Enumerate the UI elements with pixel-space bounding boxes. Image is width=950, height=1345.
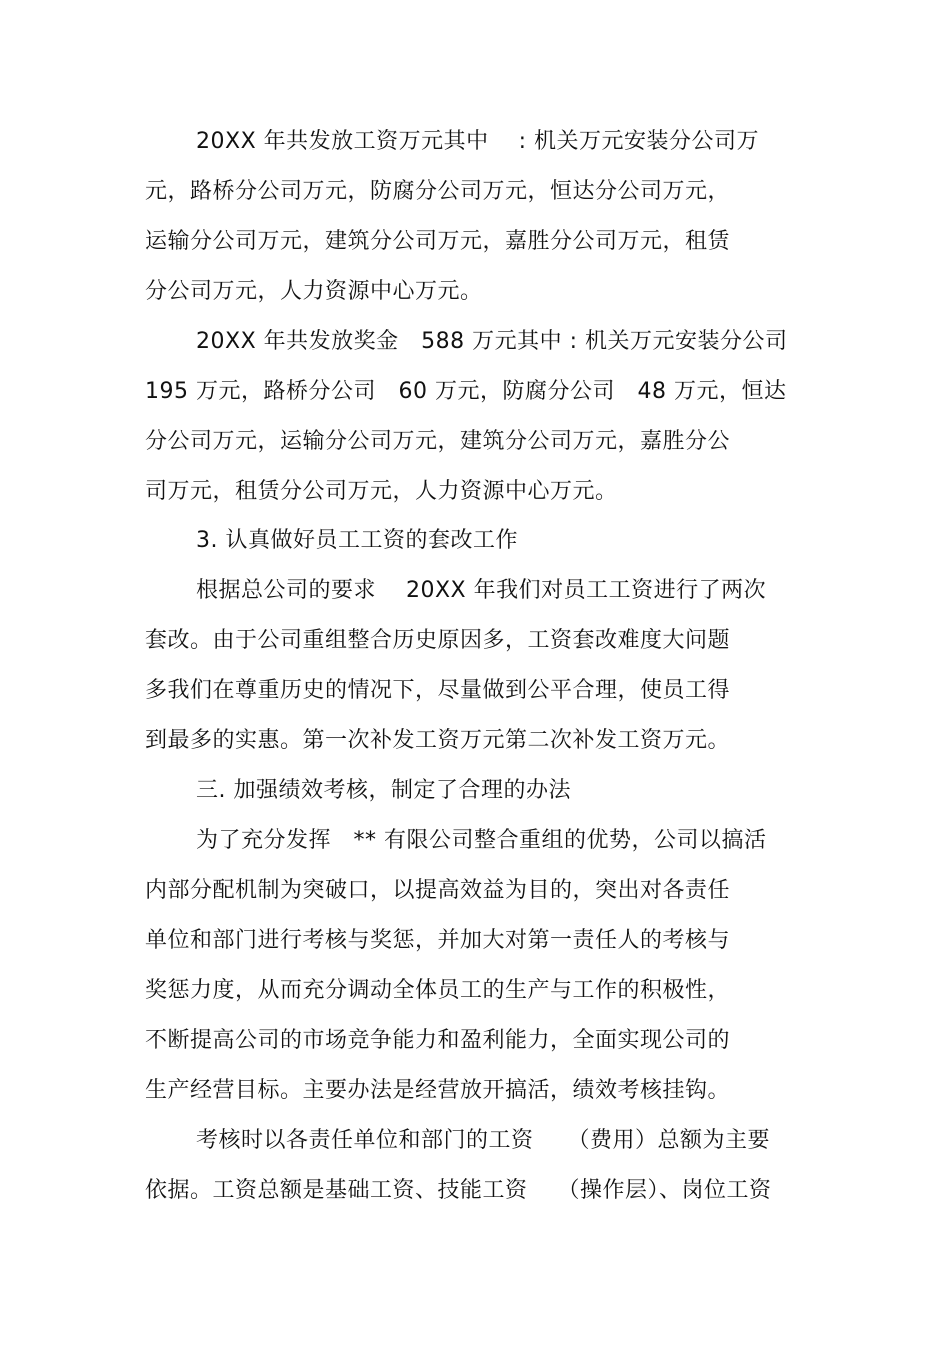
paragraph-4-line-5: 不断提高公司的市场竞争能力和盈利能力，全面实现公司的 <box>145 1028 731 1053</box>
paragraph-3-line-2: 套改。由于公司重组整合历史原因多，工资套改难度大问题 <box>145 628 731 653</box>
section-heading-three: 三. 加强绩效考核，制定了合理的办法 <box>196 778 571 803</box>
paragraph-3-line-3: 多我们在尊重历史的情况下，尽量做到公平合理，使员工得 <box>145 678 731 703</box>
paragraph-5-line-1: 考核时以各责任单位和部门的工资 （费用）总额为主要 <box>196 1128 771 1153</box>
paragraph-1-line-1: 20XX 年共发放工资万元其中 : 机关万元安装分公司万 <box>196 129 760 154</box>
paragraph-3-line-4: 到最多的实惠。第一次补发工资万元第二次补发工资万元。 <box>145 728 731 753</box>
paragraph-3-line-1: 根据总公司的要求 20XX 年我们对员工工资进行了两次 <box>196 578 767 603</box>
paragraph-4-line-1: 为了充分发挥 ** 有限公司整合重组的优势，公司以搞活 <box>196 828 767 853</box>
paragraph-4-line-2: 内部分配机制为突破口，以提高效益为目的，突出对各责任 <box>145 878 731 903</box>
paragraph-1-line-4: 分公司万元，人力资源中心万元。 <box>145 279 483 304</box>
paragraph-5-line-2: 依据。工资总额是基础工资、技能工资 （操作层）、岗位工资 <box>145 1178 772 1203</box>
paragraph-1-line-3: 运输分公司万元，建筑分公司万元，嘉胜分公司万元，租赁 <box>145 229 731 254</box>
paragraph-2-line-4: 司万元，租赁分公司万元，人力资源中心万元。 <box>145 479 618 504</box>
paragraph-4-line-3: 单位和部门进行考核与奖惩，并加大对第一责任人的考核与 <box>145 928 731 953</box>
paragraph-4-line-6: 生产经营目标。主要办法是经营放开搞活，绩效考核挂钩。 <box>145 1078 731 1103</box>
paragraph-4-line-4: 奖惩力度，从而充分调动全体员工的生产与工作的积极性， <box>145 978 731 1003</box>
paragraph-2-line-1: 20XX 年共发放奖金 588 万元其中 : 机关万元安装分公司 <box>196 329 788 354</box>
section-heading-3: 3. 认真做好员工工资的套改工作 <box>196 528 518 553</box>
paragraph-2-line-3: 分公司万元，运输分公司万元，建筑分公司万元，嘉胜分公 <box>145 429 731 454</box>
paragraph-2-line-2: 195 万元，路桥分公司 60 万元，防腐分公司 48 万元，恒达 <box>145 379 787 404</box>
paragraph-1-line-2: 元，路桥分公司万元，防腐分公司万元，恒达分公司万元， <box>145 179 731 204</box>
